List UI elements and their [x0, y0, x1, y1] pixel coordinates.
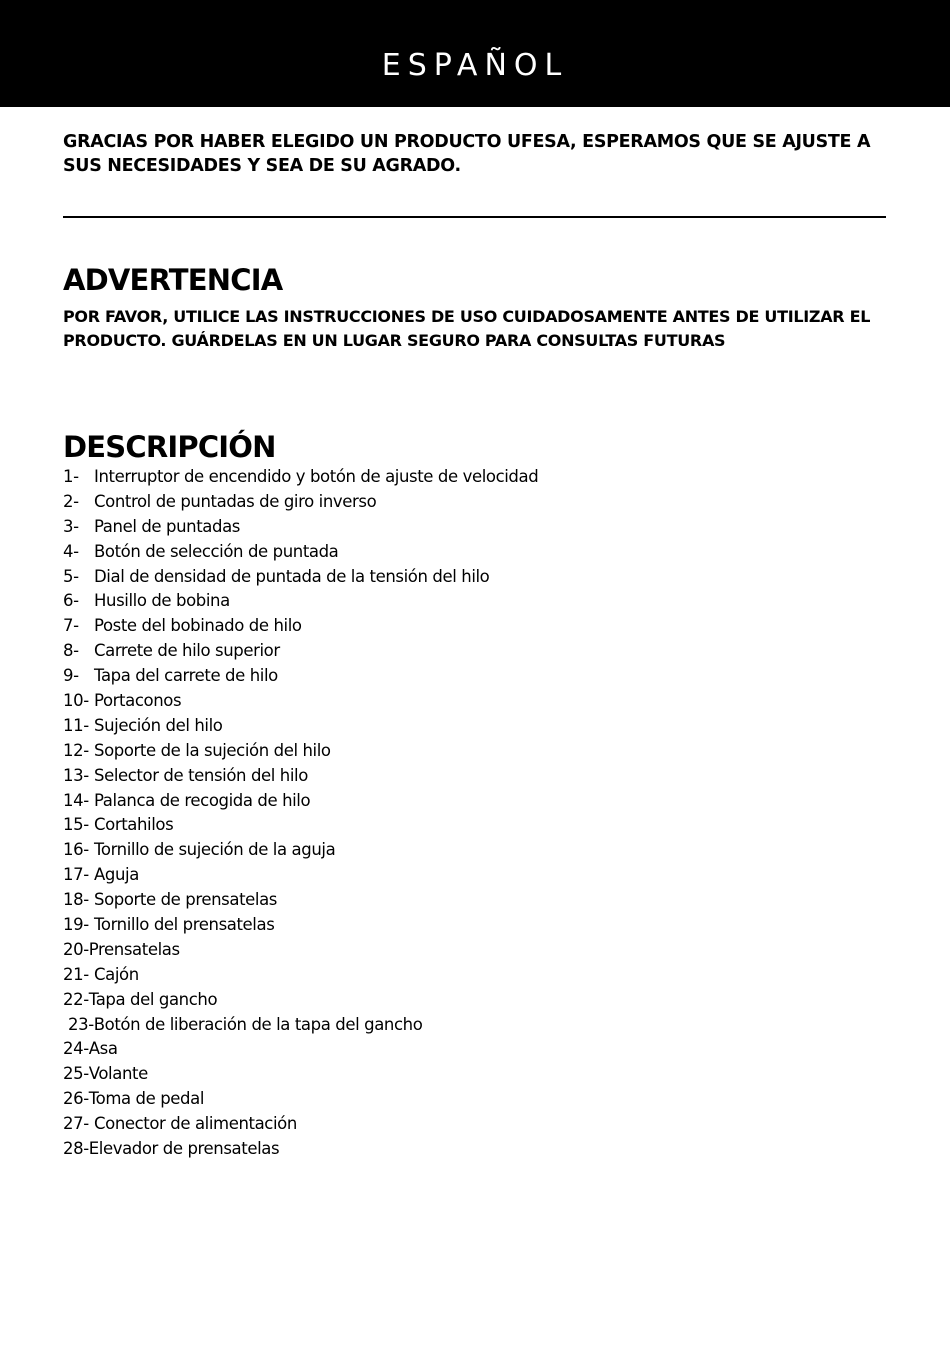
divider [63, 216, 886, 218]
list-item [63, 1062, 903, 1087]
item-label: Volante [88, 1064, 148, 1084]
item-number: 26- [63, 1089, 89, 1109]
item-label: Tapa del gancho [88, 989, 218, 1009]
item-number: 27- [63, 1114, 89, 1134]
item-number: 5- [63, 566, 79, 586]
list-item [63, 465, 903, 490]
item-number: 25- [63, 1064, 89, 1084]
item-number: 3- [63, 516, 79, 536]
item-label: Dial de densidad de puntada de la tensión del hilo [94, 566, 490, 586]
list-item [63, 789, 903, 814]
item-number: 19- [63, 915, 89, 935]
warning-heading: ADVERTENCIA [63, 263, 283, 297]
list-item [63, 515, 903, 540]
description-heading: DESCRIPCIÓN [63, 430, 276, 464]
item-number: 16- [63, 840, 89, 860]
list-item [63, 639, 903, 664]
item-label: Conector de alimentación [94, 1114, 297, 1134]
list-item [63, 938, 903, 963]
list-item [63, 1037, 903, 1062]
list-item [63, 838, 903, 863]
item-number: 6- [63, 591, 79, 611]
list-item [63, 1112, 903, 1137]
item-number: 8- [63, 641, 79, 661]
item-label: Panel de puntadas [94, 516, 240, 536]
item-number: 21- [63, 964, 89, 984]
item-label: Toma de pedal [88, 1089, 205, 1109]
list-item [63, 764, 903, 789]
list-item [63, 689, 903, 714]
item-number: 28- [63, 1139, 89, 1159]
item-label: Soporte de la sujeción del hilo [94, 740, 331, 760]
item-label: Control de puntadas de giro inverso [94, 491, 377, 511]
item-number: 18- [63, 890, 89, 910]
list-item [63, 913, 903, 938]
item-number: 17- [63, 865, 89, 885]
item-number: 20- [63, 939, 89, 959]
parts-list [63, 465, 903, 1162]
list-item [63, 1013, 903, 1038]
item-label: Poste del bobinado de hilo [94, 616, 302, 636]
item-label: Asa [88, 1039, 118, 1059]
item-number: 15- [63, 815, 89, 835]
item-label: Prensatelas [88, 939, 180, 959]
item-number: 2- [63, 491, 79, 511]
list-item [63, 565, 903, 590]
item-number: 12- [63, 740, 89, 760]
item-label: Tornillo del prensatelas [94, 915, 275, 935]
list-item [63, 490, 903, 515]
item-label: Interruptor de encendido y botón de ajuste de velocidad [94, 467, 539, 486]
item-label: Elevador de prensatelas [88, 1139, 280, 1159]
item-number: 9- [63, 666, 79, 686]
list-item [63, 813, 903, 838]
item-label: Carrete de hilo superior [94, 641, 280, 661]
item-number: 10- [63, 691, 89, 711]
item-label: Soporte de prensatelas [94, 890, 277, 910]
item-number: 14- [63, 790, 89, 810]
intro-text: GRACIAS POR HABER ELEGIDO UN PRODUCTO UFESA, ESPERAMOS QUE SE AJUSTE A SUS NECESIDADES Y SEA DE SU AGRADO. [63, 132, 871, 176]
item-label: Cortahilos [94, 815, 174, 835]
list-item [63, 1137, 903, 1162]
list-item [63, 664, 903, 689]
item-number: 23- [68, 1014, 94, 1034]
item-number: 1- [63, 467, 79, 486]
item-number: 13- [63, 765, 89, 785]
list-item [63, 540, 903, 565]
list-item [63, 714, 903, 739]
list-item [63, 614, 903, 639]
list-item [63, 888, 903, 913]
item-number: 7- [63, 616, 79, 636]
page-title: ESPAÑOL [381, 48, 569, 83]
item-number: 11- [63, 715, 89, 735]
item-label: Palanca de recogida de hilo [94, 790, 311, 810]
item-label: Cajón [94, 964, 139, 984]
item-label: Sujeción del hilo [94, 715, 223, 735]
item-label: Husillo de bobina [94, 591, 230, 611]
item-number: 4- [63, 541, 79, 561]
item-label: Botón de liberación de la tapa del gancho [93, 1014, 423, 1034]
list-item [63, 863, 903, 888]
item-label: Aguja [94, 865, 139, 885]
list-item [63, 963, 903, 988]
list-item [63, 1087, 903, 1112]
item-label: Portaconos [94, 691, 182, 711]
item-label: Tapa del carrete de hilo [94, 666, 278, 686]
list-item [63, 988, 903, 1013]
list-item [63, 589, 903, 614]
item-label: Selector de tensión del hilo [94, 765, 308, 785]
item-number: 22- [63, 989, 89, 1009]
list-item [63, 739, 903, 764]
warning-text: POR FAVOR, UTILICE LAS INSTRUCCIONES DE USO CUIDADOSAMENTE ANTES DE UTILIZAR EL PRODUCTO. GUÁRDELAS EN UN LUGAR SEGURO PARA CONSULTAS FUTURAS [63, 307, 871, 350]
item-number: 24- [63, 1039, 89, 1059]
item-label: Tornillo de sujeción de la aguja [94, 840, 336, 860]
item-label: Botón de selección de puntada [94, 541, 339, 561]
